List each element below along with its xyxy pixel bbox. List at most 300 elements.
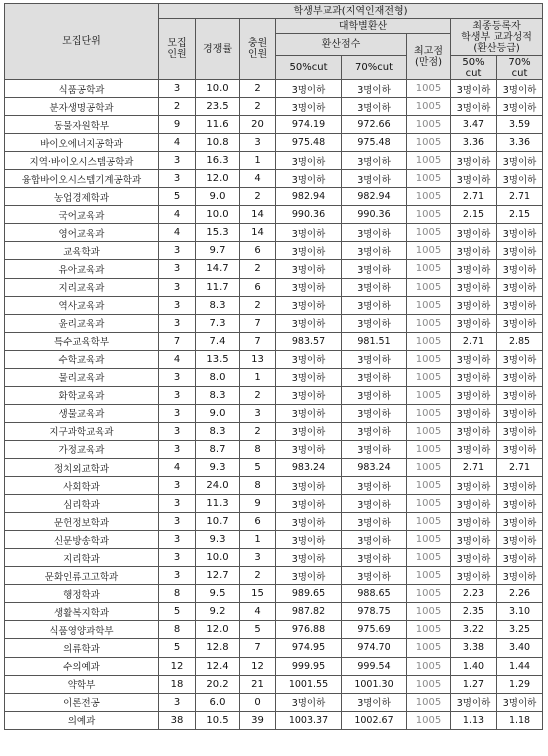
waitlist-cell: 1 xyxy=(240,531,276,549)
table-row xyxy=(5,495,543,513)
cut50-cell: 3명이하 xyxy=(276,260,342,278)
cut50-cell: 3명이하 xyxy=(276,296,342,314)
grade50-cell: 3명이하 xyxy=(451,386,497,404)
dept-cell: 생활복지학과 xyxy=(5,603,159,621)
table-row xyxy=(5,260,543,278)
cut70-cell: 3명이하 xyxy=(342,98,407,116)
recruit-cell: 3 xyxy=(159,314,196,332)
max-score-cell: 1005 xyxy=(407,368,451,386)
cut70-cell: 3명이하 xyxy=(342,693,407,711)
cut70-cell: 3명이하 xyxy=(342,513,407,531)
waitlist-cell: 4 xyxy=(240,170,276,188)
grade50-cell: 3명이하 xyxy=(451,513,497,531)
competition-cell: 11.7 xyxy=(196,278,240,296)
grade50-cell: 3명이하 xyxy=(451,350,497,368)
grade50-cell: 3명이하 xyxy=(451,296,497,314)
dept-cell: 바이오에너지공학과 xyxy=(5,134,159,152)
dept-cell: 역사교육과 xyxy=(5,296,159,314)
grade70-cell: 3명이하 xyxy=(497,296,543,314)
cut50-cell: 987.82 xyxy=(276,603,342,621)
cut70-cell: 972.66 xyxy=(342,116,407,134)
grade70-cell: 3명이하 xyxy=(497,531,543,549)
max-score-cell: 1005 xyxy=(407,242,451,260)
competition-cell: 10.7 xyxy=(196,513,240,531)
table-row xyxy=(5,639,543,657)
grade70-cell: 3명이하 xyxy=(497,440,543,458)
cut50-cell: 3명이하 xyxy=(276,404,342,422)
max-score-cell: 1005 xyxy=(407,675,451,693)
dept-cell: 농업경제학과 xyxy=(5,188,159,206)
grade70-cell: 3명이하 xyxy=(497,80,543,98)
waitlist-cell: 4 xyxy=(240,603,276,621)
dept-cell: 특수교육학부 xyxy=(5,332,159,350)
waitlist-cell: 2 xyxy=(240,80,276,98)
grade70-cell: 3명이하 xyxy=(497,170,543,188)
max-score-cell: 1005 xyxy=(407,440,451,458)
grade70-cell: 2.85 xyxy=(497,332,543,350)
table-row xyxy=(5,80,543,98)
cut70-cell: 1002.67 xyxy=(342,711,407,729)
recruit-cell: 5 xyxy=(159,639,196,657)
dept-cell: 지리교육과 xyxy=(5,278,159,296)
table-row xyxy=(5,116,543,134)
cut70-cell: 1001.30 xyxy=(342,675,407,693)
cut50-cell: 976.88 xyxy=(276,621,342,639)
grade70-cell: 3명이하 xyxy=(497,278,543,296)
dept-cell: 지역·바이오시스템공학과 xyxy=(5,152,159,170)
dept-cell: 융합바이오시스템기계공학과 xyxy=(5,170,159,188)
grade50-cell: 3명이하 xyxy=(451,422,497,440)
max-score-header xyxy=(407,34,451,80)
competition-cell: 8.3 xyxy=(196,386,240,404)
grade70-cell: 3.40 xyxy=(497,639,543,657)
grade50-cell: 3명이하 xyxy=(451,260,497,278)
dept-cell: 이론전공 xyxy=(5,693,159,711)
cut70-cell: 3명이하 xyxy=(342,242,407,260)
recruit-cell: 3 xyxy=(159,278,196,296)
competition-cell: 9.5 xyxy=(196,585,240,603)
grade50-cell: 3명이하 xyxy=(451,98,497,116)
grade70-cell: 1.29 xyxy=(497,675,543,693)
table-row xyxy=(5,549,543,567)
cut50-cell: 3명이하 xyxy=(276,693,342,711)
cut70-cell: 3명이하 xyxy=(342,440,407,458)
grade50-cell: 3명이하 xyxy=(451,477,497,495)
cut50-cell: 3명이하 xyxy=(276,386,342,404)
recruit-cell: 4 xyxy=(159,134,196,152)
cut50-cell: 999.95 xyxy=(276,657,342,675)
table-row xyxy=(5,711,543,729)
dept-cell: 식품공학과 xyxy=(5,80,159,98)
table-row xyxy=(5,458,543,476)
grade70-cell: 3명이하 xyxy=(497,693,543,711)
grade50-cell: 3.47 xyxy=(451,116,497,134)
recruit-cell: 3 xyxy=(159,567,196,585)
cut70-cell: 3명이하 xyxy=(342,296,407,314)
table-row xyxy=(5,152,543,170)
grade70-cell: 3명이하 xyxy=(497,495,543,513)
table-row xyxy=(5,603,543,621)
waitlist-cell: 6 xyxy=(240,513,276,531)
waitlist-cell: 5 xyxy=(240,458,276,476)
competition-cell: 7.3 xyxy=(196,314,240,332)
recruit-cell: 7 xyxy=(159,332,196,350)
grade50-cell: 2.71 xyxy=(451,332,497,350)
max-score-cell: 1005 xyxy=(407,404,451,422)
max-score-cell: 1005 xyxy=(407,603,451,621)
table-row xyxy=(5,332,543,350)
competition-cell: 9.0 xyxy=(196,404,240,422)
table-row xyxy=(5,621,543,639)
cut70-cell: 3명이하 xyxy=(342,495,407,513)
dept-cell: 수의예과 xyxy=(5,657,159,675)
dept-cell: 정치외교학과 xyxy=(5,458,159,476)
cut50-cell: 3명이하 xyxy=(276,152,342,170)
univ-conv-header: 대학별환산 xyxy=(276,19,451,34)
table-row xyxy=(5,440,543,458)
cut50-cell: 1001.55 xyxy=(276,675,342,693)
table-row xyxy=(5,98,543,116)
cut70-cell: 975.69 xyxy=(342,621,407,639)
cut70-cell: 3명이하 xyxy=(342,170,407,188)
grade70-cell: 2.71 xyxy=(497,458,543,476)
cut50-cell: 3명이하 xyxy=(276,242,342,260)
competition-cell: 20.2 xyxy=(196,675,240,693)
waitlist-cell: 6 xyxy=(240,242,276,260)
competition-cell: 11.3 xyxy=(196,495,240,513)
cut70-cell: 3명이하 xyxy=(342,278,407,296)
dept-cell: 가정교육과 xyxy=(5,440,159,458)
dept-cell: 유아교육과 xyxy=(5,260,159,278)
dept-cell: 식품영양과학부 xyxy=(5,621,159,639)
dept-cell: 신문방송학과 xyxy=(5,531,159,549)
competition-cell: 15.3 xyxy=(196,224,240,242)
recruit-cell: 3 xyxy=(159,170,196,188)
dept-cell: 문화인류고고학과 xyxy=(5,567,159,585)
grade70-cell: 3명이하 xyxy=(497,404,543,422)
max-score-cell: 1005 xyxy=(407,621,451,639)
competition-cell: 23.5 xyxy=(196,98,240,116)
max-score-cell: 1005 xyxy=(407,260,451,278)
waitlist-cell: 7 xyxy=(240,314,276,332)
cut70-cell: 3명이하 xyxy=(342,404,407,422)
waitlist-cell: 2 xyxy=(240,188,276,206)
max-score-cell: 1005 xyxy=(407,386,451,404)
cut50-cell: 3명이하 xyxy=(276,531,342,549)
cut70-cell: 3명이하 xyxy=(342,567,407,585)
grade70-cell: 3.10 xyxy=(497,603,543,621)
recruit-header xyxy=(159,19,196,80)
waitlist-cell: 39 xyxy=(240,711,276,729)
waitlist-cell: 2 xyxy=(240,98,276,116)
waitlist-cell: 1 xyxy=(240,368,276,386)
max-score-cell: 1005 xyxy=(407,693,451,711)
cut70-cell: 3명이하 xyxy=(342,386,407,404)
recruit-cell: 3 xyxy=(159,296,196,314)
table-row xyxy=(5,350,543,368)
recruit-cell: 4 xyxy=(159,224,196,242)
dept-cell: 약학부 xyxy=(5,675,159,693)
grade70-cell: 3명이하 xyxy=(497,422,543,440)
waitlist-header xyxy=(240,19,276,80)
table-row xyxy=(5,531,543,549)
max-score-cell: 1005 xyxy=(407,134,451,152)
waitlist-cell: 15 xyxy=(240,585,276,603)
recruit-cell: 3 xyxy=(159,386,196,404)
cut50-cell: 974.95 xyxy=(276,639,342,657)
dept-cell: 지구과학교육과 xyxy=(5,422,159,440)
table-row xyxy=(5,278,543,296)
max-score-cell: 1005 xyxy=(407,224,451,242)
recruit-cell: 8 xyxy=(159,585,196,603)
grade50-cell: 3명이하 xyxy=(451,152,497,170)
recruit-cell: 3 xyxy=(159,513,196,531)
table-row xyxy=(5,134,543,152)
competition-cell: 8.3 xyxy=(196,296,240,314)
waitlist-cell: 2 xyxy=(240,296,276,314)
dept-header: 모집단위 xyxy=(5,4,159,80)
table-body xyxy=(5,80,543,730)
grade70-header xyxy=(497,56,543,80)
cut70-cell: 3명이하 xyxy=(342,477,407,495)
cut70-cell: 981.51 xyxy=(342,332,407,350)
waitlist-header-text: 충원 인원 xyxy=(247,38,268,60)
dept-cell: 의류학과 xyxy=(5,639,159,657)
dept-cell: 윤리교육과 xyxy=(5,314,159,332)
recruit-cell: 38 xyxy=(159,711,196,729)
max-score-cell: 1005 xyxy=(407,531,451,549)
grade50-cell: 3명이하 xyxy=(451,404,497,422)
cut70-cell: 3명이하 xyxy=(342,549,407,567)
grade70-cell: 3명이하 xyxy=(497,242,543,260)
grade50-header xyxy=(451,56,497,80)
admissions-table xyxy=(4,3,543,730)
recruit-cell: 3 xyxy=(159,404,196,422)
grade50-cell: 1.27 xyxy=(451,675,497,693)
competition-cell: 12.7 xyxy=(196,567,240,585)
max-score-cell: 1005 xyxy=(407,458,451,476)
grade70-cell: 2.15 xyxy=(497,206,543,224)
grade70-cell: 3명이하 xyxy=(497,477,543,495)
max-score-cell: 1005 xyxy=(407,711,451,729)
competition-cell: 8.0 xyxy=(196,368,240,386)
cut50-cell: 3명이하 xyxy=(276,567,342,585)
competition-cell: 10.0 xyxy=(196,206,240,224)
group-title-header: 학생부교과(지역인재전형) xyxy=(159,4,543,19)
grade70-cell: 1.44 xyxy=(497,657,543,675)
grade50-cell: 3명이하 xyxy=(451,567,497,585)
competition-cell: 14.7 xyxy=(196,260,240,278)
grade50-cell: 3명이하 xyxy=(451,495,497,513)
cut70-cell: 3명이하 xyxy=(342,314,407,332)
grade50-cell: 3명이하 xyxy=(451,170,497,188)
max-score-cell: 1005 xyxy=(407,98,451,116)
waitlist-cell: 12 xyxy=(240,657,276,675)
grade50-cell: 2.71 xyxy=(451,188,497,206)
cut70-cell: 3명이하 xyxy=(342,368,407,386)
table-row xyxy=(5,296,543,314)
max-score-cell: 1005 xyxy=(407,278,451,296)
cut70-cell: 3명이하 xyxy=(342,80,407,98)
competition-cell: 16.3 xyxy=(196,152,240,170)
competition-cell: 7.4 xyxy=(196,332,240,350)
recruit-cell: 3 xyxy=(159,368,196,386)
cut50-cell: 3명이하 xyxy=(276,477,342,495)
competition-cell: 12.8 xyxy=(196,639,240,657)
grade50-cell: 1.40 xyxy=(451,657,497,675)
dept-cell: 문헌정보학과 xyxy=(5,513,159,531)
grade70-cell: 3명이하 xyxy=(497,152,543,170)
waitlist-cell: 8 xyxy=(240,477,276,495)
dept-cell: 지리학과 xyxy=(5,549,159,567)
recruit-cell: 18 xyxy=(159,675,196,693)
grade70-cell: 3명이하 xyxy=(497,567,543,585)
cut70-cell: 983.24 xyxy=(342,458,407,476)
dept-cell: 교육학과 xyxy=(5,242,159,260)
cut50-cell: 3명이하 xyxy=(276,549,342,567)
competition-cell: 8.7 xyxy=(196,440,240,458)
max-score-cell: 1005 xyxy=(407,513,451,531)
cut50-cell: 3명이하 xyxy=(276,513,342,531)
table-row xyxy=(5,404,543,422)
competition-cell: 12.4 xyxy=(196,657,240,675)
recruit-cell: 12 xyxy=(159,657,196,675)
grade50-cell: 3.36 xyxy=(451,134,497,152)
cut70-cell: 982.94 xyxy=(342,188,407,206)
recruit-cell: 3 xyxy=(159,531,196,549)
cut50-cell: 974.19 xyxy=(276,116,342,134)
cut50-cell: 983.57 xyxy=(276,332,342,350)
max-score-cell: 1005 xyxy=(407,314,451,332)
cut50-cell: 3명이하 xyxy=(276,368,342,386)
max-score-cell: 1005 xyxy=(407,657,451,675)
competition-cell: 9.0 xyxy=(196,188,240,206)
conv-score-header: 환산점수 xyxy=(276,34,407,56)
cut50-cell: 3명이하 xyxy=(276,314,342,332)
waitlist-cell: 3 xyxy=(240,404,276,422)
grade50-cell: 3명이하 xyxy=(451,531,497,549)
waitlist-cell: 2 xyxy=(240,567,276,585)
waitlist-cell: 2 xyxy=(240,260,276,278)
max-score-cell: 1005 xyxy=(407,152,451,170)
table-row xyxy=(5,693,543,711)
max-score-cell: 1005 xyxy=(407,332,451,350)
competition-cell: 9.2 xyxy=(196,603,240,621)
competition-cell: 9.7 xyxy=(196,242,240,260)
cut50-cell: 3명이하 xyxy=(276,278,342,296)
grade50-cell: 3명이하 xyxy=(451,314,497,332)
recruit-cell: 3 xyxy=(159,693,196,711)
grade50-cell: 1.13 xyxy=(451,711,497,729)
grade50-cell: 2.71 xyxy=(451,458,497,476)
max-score-cell: 1005 xyxy=(407,188,451,206)
cut70-cell: 988.65 xyxy=(342,585,407,603)
cut50-cell: 3명이하 xyxy=(276,98,342,116)
grade50-cell: 3명이하 xyxy=(451,368,497,386)
max-score-cell: 1005 xyxy=(407,477,451,495)
waitlist-cell: 0 xyxy=(240,693,276,711)
grade50-cell: 2.35 xyxy=(451,603,497,621)
cut50-cell: 3명이하 xyxy=(276,440,342,458)
recruit-cell: 9 xyxy=(159,116,196,134)
competition-cell: 10.8 xyxy=(196,134,240,152)
cut70-cell: 3명이하 xyxy=(342,224,407,242)
max-score-cell: 1005 xyxy=(407,495,451,513)
waitlist-cell: 5 xyxy=(240,621,276,639)
grade70-cell: 3명이하 xyxy=(497,386,543,404)
waitlist-cell: 7 xyxy=(240,332,276,350)
final-reg-header xyxy=(451,19,543,56)
recruit-cell: 3 xyxy=(159,152,196,170)
final-reg-header-text: 최종등록자 학생부 교과성적 (환산등급) xyxy=(461,20,532,54)
table-row xyxy=(5,657,543,675)
dept-cell: 의예과 xyxy=(5,711,159,729)
cut70-cell: 999.54 xyxy=(342,657,407,675)
competition-cell: 12.0 xyxy=(196,170,240,188)
table-row xyxy=(5,675,543,693)
waitlist-cell: 13 xyxy=(240,350,276,368)
table-row xyxy=(5,188,543,206)
competition-cell: 24.0 xyxy=(196,477,240,495)
max-score-cell: 1005 xyxy=(407,116,451,134)
max-score-cell: 1005 xyxy=(407,296,451,314)
recruit-cell: 2 xyxy=(159,98,196,116)
grade50-cell: 2.23 xyxy=(451,585,497,603)
cut50-cell: 990.36 xyxy=(276,206,342,224)
dept-cell: 행정학과 xyxy=(5,585,159,603)
table-row xyxy=(5,170,543,188)
competition-header: 경쟁률 xyxy=(196,19,240,80)
cut70-cell: 974.70 xyxy=(342,639,407,657)
cut50-cell: 3명이하 xyxy=(276,495,342,513)
grade70-cell: 3명이하 xyxy=(497,224,543,242)
waitlist-cell: 7 xyxy=(240,639,276,657)
cut50-cell: 983.24 xyxy=(276,458,342,476)
grade70-cell: 3명이하 xyxy=(497,549,543,567)
cut50-cell: 982.94 xyxy=(276,188,342,206)
waitlist-cell: 14 xyxy=(240,206,276,224)
recruit-cell: 3 xyxy=(159,260,196,278)
recruit-cell: 3 xyxy=(159,80,196,98)
competition-cell: 10.5 xyxy=(196,711,240,729)
cut50-cell: 3명이하 xyxy=(276,224,342,242)
cut50-cell: 989.65 xyxy=(276,585,342,603)
table-row xyxy=(5,513,543,531)
waitlist-cell: 8 xyxy=(240,440,276,458)
dept-cell: 수학교육과 xyxy=(5,350,159,368)
table-row xyxy=(5,314,543,332)
max-score-cell: 1005 xyxy=(407,80,451,98)
recruit-cell: 3 xyxy=(159,549,196,567)
max-score-cell: 1005 xyxy=(407,585,451,603)
dept-cell: 사회학과 xyxy=(5,477,159,495)
grade70-cell: 2.71 xyxy=(497,188,543,206)
recruit-cell: 8 xyxy=(159,621,196,639)
grade50-cell: 3명이하 xyxy=(451,242,497,260)
waitlist-cell: 20 xyxy=(240,116,276,134)
max-score-cell: 1005 xyxy=(407,639,451,657)
grade50-cell: 3.22 xyxy=(451,621,497,639)
recruit-cell: 5 xyxy=(159,188,196,206)
competition-cell: 11.6 xyxy=(196,116,240,134)
waitlist-cell: 21 xyxy=(240,675,276,693)
cut70-cell: 978.75 xyxy=(342,603,407,621)
dept-cell: 동물자원학부 xyxy=(5,116,159,134)
grade50-cell: 3명이하 xyxy=(451,80,497,98)
max-score-header-text: 최고점 (만점) xyxy=(414,45,443,68)
waitlist-cell: 2 xyxy=(240,422,276,440)
dept-cell: 국어교육과 xyxy=(5,206,159,224)
